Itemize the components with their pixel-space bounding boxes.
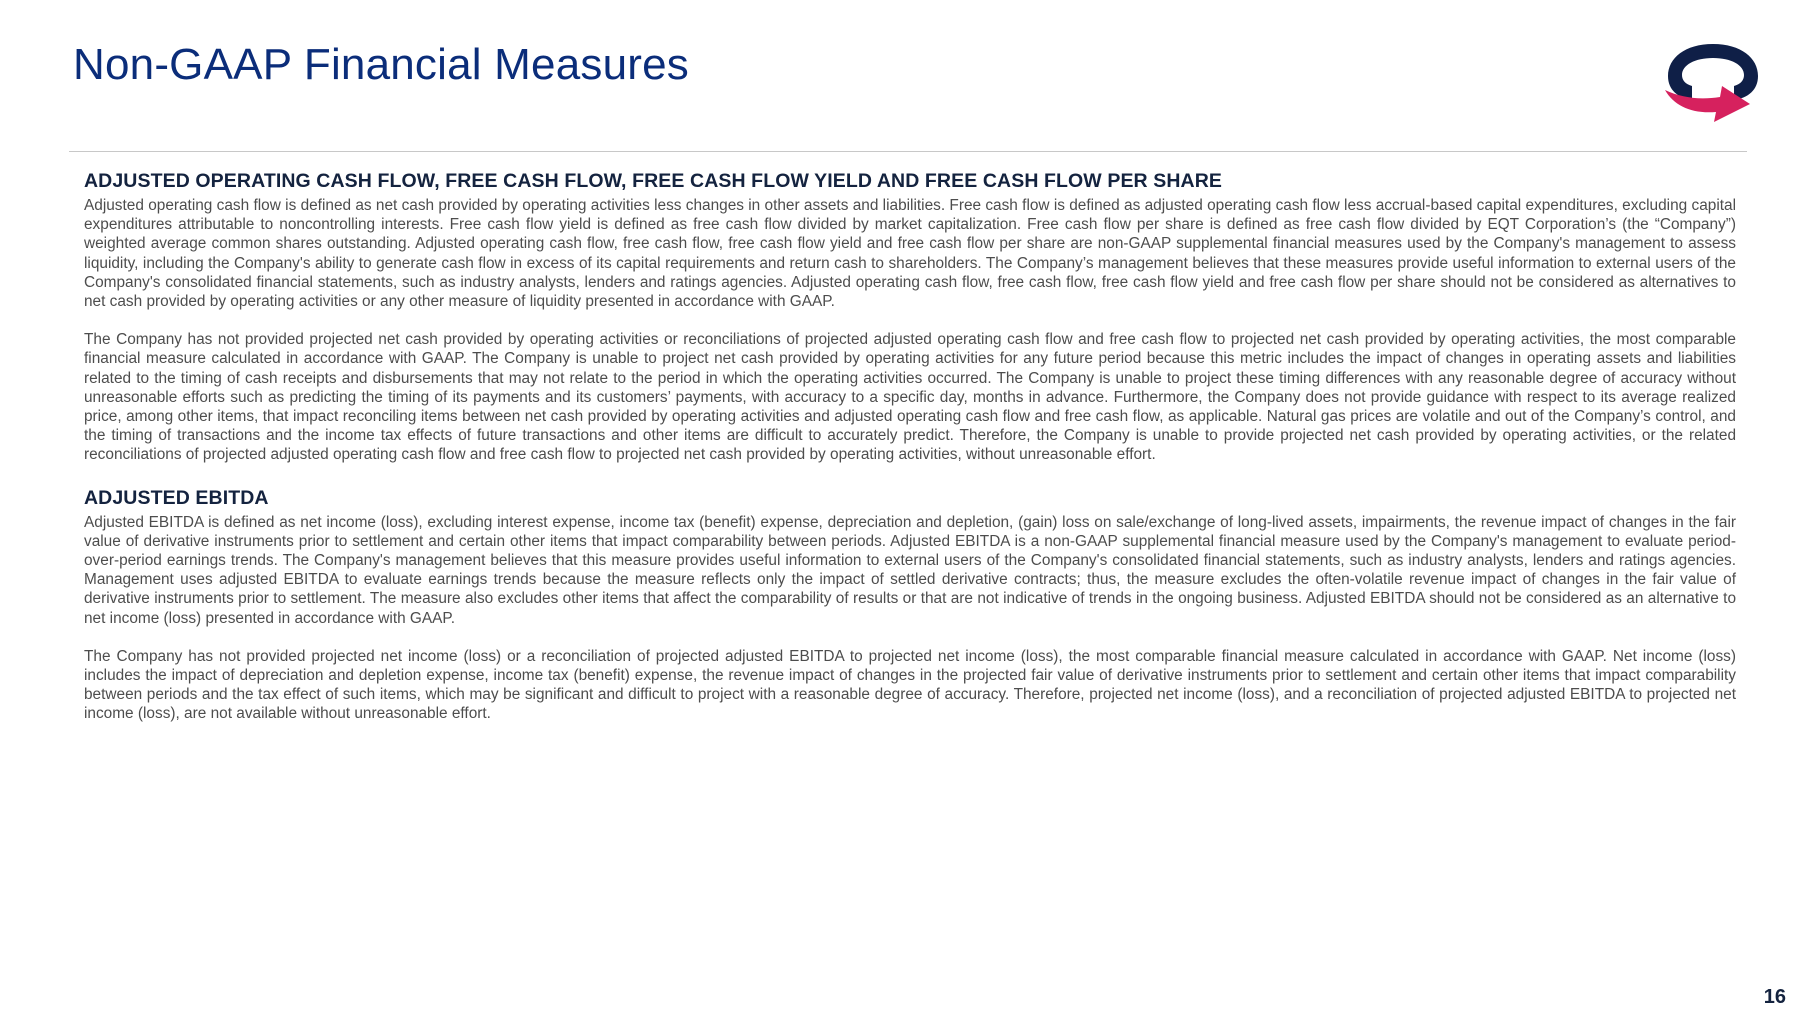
- body-paragraph: Adjusted operating cash flow is defined as net cash provided by operating activities less changes in other assets and liabilities. Free cash flow is defined as adjusted operating cash flow less accrual-based capital expenditures, excluding capital expenditures attributable to noncontrolling interests. Free cash flow yield is defined as free cash flow divided by market capitalization. Free cash flow per share is defined as free cash flow divided by EQT Corporation’s (the “Company”) weighted average common shares outstanding. Adjusted operating cash flow, free cash flow, free cash flow yield and free cash flow per share are non-GAAP supplemental financial measures used by the Company's management to assess liquidity, including the Company's ability to generate cash flow in excess of its capital requirements and return cash to shareholders. The Company’s management believes that these measures provide useful information to external users of the Company's consolidated financial statements, such as industry analysts, lenders and ratings agencies. Adjusted operating cash flow, free cash flow, free cash flow yield and free cash flow per share should not be considered as alternatives to net cash provided by operating activities or any other measure of liquidity presented in accordance with GAAP.: [84, 197, 1736, 311]
- page-number: 16: [1763, 986, 1786, 1008]
- eqt-logo-icon: [1662, 40, 1764, 124]
- section-adjusted-ebitda: [84, 487, 1736, 724]
- section-heading: ADJUSTED EBITDA: [84, 486, 269, 509]
- body-paragraph: The Company has not provided projected net income (loss) or a reconciliation of projected adjusted EBITDA to projected net income (loss), the most comparable financial measure calculated in accordance with GAAP. Net income (loss) includes the impact of depreciation and depletion expense, income tax (benefit) expense, the revenue impact of changes in the projected fair value of derivative instruments prior to settlement and certain other items that impact comparability between periods and the tax effect of such items, which may be significant and difficult to project with a reasonable degree of accuracy. Therefore, projected net income (loss), and a reconciliation of projected adjusted EBITDA to projected net income (loss), are not available without unreasonable effort.: [84, 647, 1736, 723]
- body-paragraph: Adjusted EBITDA is defined as net income (loss), excluding interest expense, income tax (benefit) expense, depreciation and depletion, (gain) loss on sale/exchange of long-lived assets, impairments, the revenue impact of changes in the fair value of derivative instruments prior to settlement and certain other items that impact comparability between periods. Adjusted EBITDA is a non-GAAP supplemental financial measure used by the Company's management to evaluate period-over-period earnings trends. The Company's management believes that this measure provides useful information to external users of the Company's consolidated financial statements, such as industry analysts, lenders and ratings agencies. Management uses adjusted EBITDA to evaluate earnings trends because the measure reflects only the impact of settled derivative contracts; thus, the measure excludes the often-volatile revenue impact of changes in the fair value of derivative instruments prior to settlement. The measure also excludes other items that affect the comparability of results or that are not indicative of trends in the ongoing business. Adjusted EBITDA should not be considered as an alternative to net income (loss) presented in accordance with GAAP.: [84, 513, 1736, 627]
- title-divider: [69, 151, 1747, 152]
- page-title: Non-GAAP Financial Measures: [73, 40, 689, 89]
- section-heading: ADJUSTED OPERATING CASH FLOW, FREE CASH FLOW, FREE CASH FLOW YIELD AND FREE CASH FLOW PER SHARE: [84, 170, 1223, 192]
- content-body: [84, 170, 1736, 724]
- section-adjusted-cash-flow: [84, 170, 1736, 465]
- body-paragraph: The Company has not provided projected net cash provided by operating activities or reconciliations of projected adjusted operating cash flow and free cash flow to projected net cash provided by operating activities, the most comparable financial measure calculated in accordance with GAAP. The Company is unable to project net cash provided by operating activities for any future period because this metric includes the impact of changes in operating assets and liabilities related to the timing of cash receipts and disbursements that may not relate to the period in which the operating activities occurred. The Company is unable to project these timing differences with any reasonable degree of accuracy without unreasonable efforts such as predicting the timing of its payments and its customers’ payments, with accuracy to a specific day, months in advance. Furthermore, the Company does not provide guidance with respect to its average realized price, among other items, that impact reconciling items between net cash provided by operating activities and adjusted operating cash flow and free cash flow, as applicable. Natural gas prices are volatile and out of the Company’s control, and the timing of transactions and the income tax effects of future transactions and other items are difficult to accurately predict. Therefore, the Company is unable to provide projected net cash provided by operating activities, or the related reconciliations of projected adjusted operating cash flow and free cash flow to projected net cash provided by operating activities, without unreasonable effort.: [84, 331, 1736, 464]
